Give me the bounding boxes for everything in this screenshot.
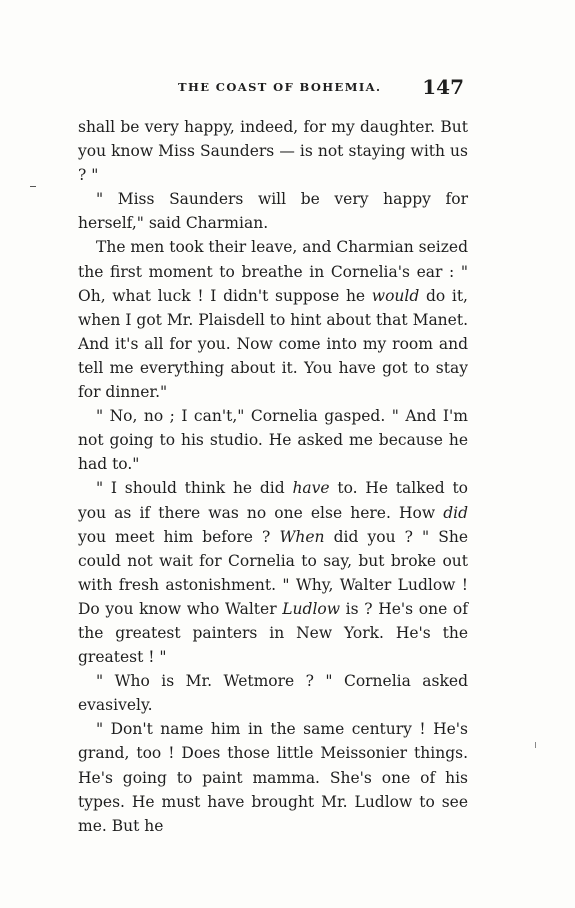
- stray-mark: [535, 742, 536, 748]
- paragraph-text: to. He talked to you as if there was no one else here. How: [78, 479, 469, 522]
- paragraph: [78, 476, 468, 669]
- page-header: [178, 76, 468, 102]
- page-number: 147: [422, 75, 464, 99]
- emphasis: Ludlow: [282, 599, 341, 618]
- paragraph-text: " I should think he did: [96, 479, 293, 498]
- emphasis: would: [371, 286, 420, 305]
- paragraph-text: The men took their leave, and Charmian seized the first moment to breathe in Cornelia's ear : " Oh, what luck ! I didn't suppose he: [78, 238, 468, 305]
- emphasis: When: [279, 527, 325, 546]
- paragraph: " Who is Mr. Wetmore ? " Cornelia asked evasively.: [78, 672, 468, 715]
- emphasis: have: [292, 479, 330, 498]
- paragraph: " Miss Saunders will be very happy for herself," said Charmian.: [78, 190, 468, 233]
- paragraph: shall be very happy, indeed, for my daughter. But you know Miss Saunders — is not staying with us ? ": [78, 118, 468, 185]
- paragraph: " No, no ; I can't," Cornelia gasped. " And I'm not going to his studio. He asked me because he had to.": [78, 407, 468, 474]
- body-text: [78, 115, 468, 838]
- paragraph: [78, 235, 468, 404]
- running-title: THE COAST OF BOHEMIA.: [178, 80, 382, 94]
- stray-mark: [30, 186, 36, 187]
- paragraph-text: you meet him before ?: [78, 527, 280, 546]
- paragraph-text: did you ? " She could not wait for Cornelia to say, but broke out with fresh astonishment. " Why, Walter Ludlow ! Do you know who Walter: [78, 527, 468, 618]
- paragraph-text: do it, when I got Mr. Plaisdell to hint about that Manet. And it's all for you. Now come into my room and tell me everything about it. You have got to stay for dinner.": [78, 286, 468, 402]
- paragraph: " Don't name him in the same century ! He's grand, too ! Does those little Meissonier things. He's going to paint mamma. She's one of his types. He must have brought Mr. Ludlow to see me. But he: [78, 720, 468, 835]
- emphasis: did: [443, 503, 468, 522]
- paragraph-text: is ? He's one of the greatest painters in New York. He's the greatest ! ": [78, 599, 468, 667]
